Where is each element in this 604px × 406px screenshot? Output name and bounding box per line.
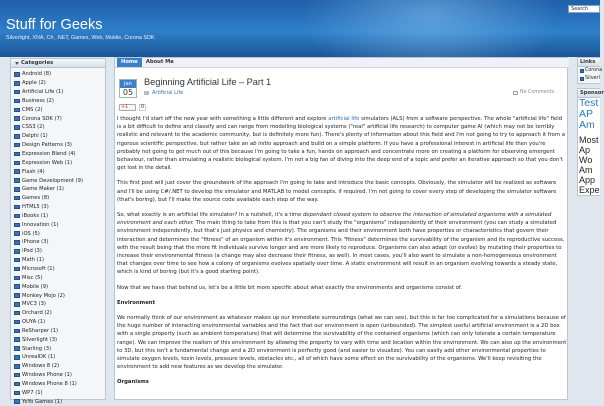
category-label[interactable]: Expression Blend (4) — [22, 151, 76, 158]
site-tagline: Silverlight, XNA, C#, .NET, Games, Web, Mobile, Corona SDK — [6, 35, 155, 41]
category-item[interactable] — [14, 123, 105, 132]
category-label[interactable]: Misc (5) — [22, 274, 43, 281]
section-heading: Organisms — [117, 379, 149, 386]
categories-widget — [10, 58, 106, 405]
folder-icon — [14, 223, 20, 228]
post-body — [117, 115, 567, 394]
folder-icon — [14, 178, 20, 183]
folder-icon — [14, 72, 20, 77]
category-item[interactable] — [14, 194, 105, 203]
folder-icon — [14, 90, 20, 95]
folder-icon — [14, 382, 20, 387]
google-plus-count: 0 — [140, 105, 145, 110]
post-category — [144, 90, 183, 96]
category-label[interactable]: Math (1) — [22, 257, 44, 264]
paragraph: We normally think of our environment as whatever makes up our immediate surroundings (what we can see), but this is far too complicated for a simulations because of the huge number of interacting environmental variables and the fact that our environment is open (unbounded). The simplest useful artificial environment is a 2D box with a single property (such as ambient temperature) that will determine the survivability of the contained organisms (which can only tolerate a certain temperature range). We can improve the realism of this environment by allowing the property to vary with time and location within the environment. We can also up the environment to 3D, but this isn't a fundamental change and a 2D environment is perfectly good (and easier to visualize). You can easily add other environmental properties to simulate oxygen levels, toxin levels, pressure levels, obstacles etc., all of which have some effect on the survivability of the organisms. We'll keep revisiting the environment to add new features as we develop the simulator. — [117, 315, 567, 371]
category-item[interactable] — [14, 265, 105, 274]
category-label[interactable]: OUYA (1) — [22, 319, 46, 326]
category-item[interactable] — [14, 380, 105, 389]
artificial-life-link[interactable]: artificial life — [328, 116, 360, 122]
category-item[interactable] — [14, 335, 105, 344]
category-item[interactable] — [14, 70, 105, 79]
category-label[interactable]: YoYo Games (1) — [22, 398, 63, 405]
folder-icon — [14, 161, 20, 166]
category-label[interactable]: Game Maker (1) — [22, 186, 64, 193]
category-label[interactable]: Orchard (2) — [22, 310, 52, 317]
folder-icon — [14, 143, 20, 148]
category-label[interactable]: HTML5 (3) — [22, 204, 49, 211]
search-input[interactable]: Search — [568, 5, 600, 13]
category-item[interactable] — [14, 141, 105, 150]
category-item[interactable] — [14, 176, 105, 185]
category-label[interactable]: Silverlight (3) — [22, 336, 58, 343]
category-item[interactable] — [14, 256, 105, 265]
category-item[interactable] — [14, 362, 105, 371]
category-item[interactable] — [14, 344, 105, 353]
category-label[interactable]: UnrealDK (1) — [22, 354, 56, 361]
category-item[interactable] — [14, 185, 105, 194]
category-item[interactable] — [14, 238, 105, 247]
folder-icon — [14, 284, 20, 289]
folder-icon — [14, 329, 20, 334]
category-label[interactable]: Mobile (9) — [22, 283, 49, 290]
category-label[interactable]: Games (8) — [22, 195, 50, 202]
category-item[interactable] — [14, 167, 105, 176]
category-item[interactable] — [14, 282, 105, 291]
folder-icon — [14, 355, 20, 360]
links-widget — [577, 57, 603, 84]
category-label[interactable]: CSS3 (2) — [22, 124, 45, 131]
category-item[interactable] — [14, 247, 105, 256]
category-item[interactable] — [14, 97, 105, 106]
section-heading: Environment — [117, 299, 156, 306]
folder-icon — [14, 125, 20, 130]
tab-about-me[interactable]: About Me — [145, 59, 174, 65]
folder-icon — [14, 152, 20, 157]
post-comments[interactable]: No Comments — [513, 90, 554, 95]
folder-icon — [14, 81, 20, 86]
category-item[interactable] — [14, 114, 105, 123]
folder-icon — [14, 373, 20, 378]
folder-icon — [580, 69, 584, 73]
category-label[interactable]: Corona SDK (7) — [22, 115, 62, 122]
category-label[interactable]: Delphi (1) — [22, 133, 48, 140]
category-item[interactable] — [14, 150, 105, 159]
link-item[interactable]: Corona — [578, 67, 600, 75]
sponsor-ad[interactable]: Test AP Am Most Ap Wo Am App Expe — [579, 97, 600, 195]
tab-home[interactable]: Home — [117, 58, 142, 67]
category-label[interactable]: ReSharper (1) — [22, 327, 59, 334]
collapse-arrow-icon[interactable] — [15, 62, 19, 65]
category-item[interactable] — [14, 326, 105, 335]
category-label[interactable]: iPhone (3) — [22, 239, 49, 246]
google-plus-button[interactable]: +1 — [119, 104, 136, 111]
folder-icon — [14, 196, 20, 201]
category-item[interactable] — [14, 300, 105, 309]
paragraph: So, what exactly is an artificial life simulator? In a nutshell, it's a time dependant closed system to observe the interaction of simulated organisms with a simulated environment and each other. The main thing to take from this is that you can't study the "organisms" independently of their environment (you can study a simulated environment independently, but that's just physics and chemistry). The organisms and their environment both have properties or characteristics that govern their interaction and determines the "fitness" of an organism within it's environment. This "fitness" determines the survivability of the organism and its reproductive success, with the result being that the more fit individuals survive longer and are more likely to reproduce. Organisms can also adapt (or evolve) by mutating their properties to increase their environmental fitness (a change may also decrease their fitness, as well). In most cases, you'll also want to simulate a non-homogeneous environment that changes over time to see how a colony of organisms evolves spatially over time. A static environment will result in an organism evolving towards a steady state, which is kind of boring (but it's a good starting point). — [117, 212, 565, 276]
category-label[interactable]: Windows 8 (2) — [22, 363, 60, 370]
paragraph: I thought I'd start off the new year with something a little different and explore artificial life simulators (ALS) from a software perspective. The whole "artificial life" field is a bit difficult to define and classify and can range from modelling biological systems ("real" artificial life research) to computer game AI (which may not be terribly realistic and relevant to the academic community, but is definitely more fun). There's plenty of information about this field and I'm not going to try to approach it from a rigorous scientific perspective, but rather take an ab initio approach and build on a simple platform. If you have a professional interest in artificial life then you're probably not going to get much out of this because I'm going to take a fun, hands on approach and concentrate more on creating a platform for observing emergent behaviour, rather than simulating a realistic biological system. I'm not a big fan of diving into the deep end of a topic and prefer an iterative approach so that you don't get lost in the detail. — [117, 116, 565, 172]
category-item[interactable] — [14, 273, 105, 282]
paragraph: This first post will just cover the groundwork of the approach I'm going to take and introduce the basic concepts. Obviously, the simulator will be realized as software and I'll be using C#/.NET to develop the simulator and MATLAB to model concepts, if required. I'm not going to cover every step of developing the simulator software (that's boring), but I'll make the source code available each step of the way. — [117, 180, 557, 203]
category-item[interactable] — [14, 371, 105, 380]
category-label[interactable]: Microsoft (1) — [22, 265, 55, 272]
folder-icon — [14, 346, 20, 351]
folder-icon — [14, 134, 20, 139]
folder-icon — [14, 311, 20, 316]
nav-tabs — [115, 58, 569, 68]
category-label[interactable]: Design Patterns (3) — [22, 142, 72, 149]
category-item[interactable] — [14, 318, 105, 327]
folder-icon — [144, 91, 149, 95]
category-label[interactable]: iPod (3) — [22, 248, 42, 255]
category-item[interactable] — [14, 353, 105, 362]
category-item[interactable] — [14, 229, 105, 238]
folder-icon — [14, 293, 20, 298]
folder-icon — [14, 214, 20, 219]
category-label[interactable]: Android (8) — [22, 71, 52, 78]
category-label[interactable]: WP7 (1) — [22, 389, 43, 396]
category-item[interactable] — [14, 203, 105, 212]
category-item[interactable] — [14, 220, 105, 229]
category-item[interactable] — [14, 79, 105, 88]
category-label[interactable]: Starling (3) — [22, 345, 52, 352]
sponsor-widget — [577, 88, 604, 196]
sponsor-heading: Sponsor — [580, 90, 604, 96]
category-label[interactable]: Innovation (1) — [22, 221, 59, 228]
folder-icon — [14, 249, 20, 254]
category-item[interactable] — [14, 291, 105, 300]
folder-icon — [14, 258, 20, 263]
category-label[interactable]: Apple (2) — [22, 80, 46, 87]
post-category-link[interactable]: Artificial Life — [152, 90, 184, 96]
folder-icon — [14, 99, 20, 104]
category-list — [11, 68, 105, 406]
link-item[interactable]: Silverl — [578, 75, 600, 83]
post-date-day: 05 — [122, 88, 134, 97]
category-label[interactable]: Monkey Mojo (2) — [22, 292, 65, 299]
category-label[interactable]: Artificial Life (1) — [22, 89, 64, 96]
right-sidebar — [577, 57, 604, 400]
folder-icon — [14, 276, 20, 281]
category-item[interactable] — [14, 105, 105, 114]
folder-icon — [14, 231, 20, 236]
category-item[interactable] — [14, 212, 105, 221]
comment-icon — [513, 91, 518, 95]
site-header — [0, 0, 600, 57]
folder-icon — [14, 320, 20, 325]
category-item[interactable] — [14, 158, 105, 167]
folder-icon — [14, 240, 20, 245]
category-item[interactable] — [14, 388, 105, 397]
post-title[interactable]: Beginning Artificial Life – Part 1 — [144, 77, 272, 87]
category-label[interactable]: Expression Web (1) — [22, 159, 73, 166]
paragraph: Now that we have that behind us, let's be a little bit more specific about what exactly the environments and organisms consist of. — [117, 284, 463, 291]
post-date-month: Jan — [120, 80, 136, 88]
folder-icon — [14, 108, 20, 113]
category-label[interactable]: Game Development (9) — [22, 177, 84, 184]
folder-icon — [14, 391, 20, 396]
links-heading[interactable]: Links — [578, 58, 600, 67]
post-date — [119, 79, 137, 98]
folder-icon — [14, 267, 20, 272]
category-label[interactable]: Flash (4) — [22, 168, 45, 175]
folder-icon — [580, 77, 584, 81]
category-item[interactable] — [14, 88, 105, 97]
category-label[interactable]: Business (2) — [22, 97, 54, 104]
folder-icon — [14, 337, 20, 342]
folder-icon — [14, 302, 20, 307]
category-item[interactable] — [14, 132, 105, 141]
category-label[interactable]: iBooks (1) — [22, 212, 49, 219]
category-label[interactable]: Windows Phone 8 (1) — [22, 380, 77, 387]
category-item[interactable] — [14, 397, 105, 406]
folder-icon — [14, 205, 20, 210]
folder-icon — [14, 187, 20, 192]
category-label[interactable]: Windows Phone (1) — [22, 372, 72, 379]
folder-icon — [14, 364, 20, 369]
folder-icon — [14, 399, 20, 404]
main-content — [114, 57, 568, 400]
category-label[interactable]: MVC3 (3) — [22, 301, 46, 308]
category-label[interactable]: CMS (2) — [22, 106, 43, 113]
site-title[interactable]: Stuff for Geeks — [6, 17, 103, 33]
folder-icon — [14, 116, 20, 121]
category-label[interactable]: iOS (5) — [22, 230, 40, 237]
folder-icon — [14, 169, 20, 174]
category-item[interactable] — [14, 309, 105, 318]
categories-heading[interactable]: Categories — [11, 59, 105, 68]
